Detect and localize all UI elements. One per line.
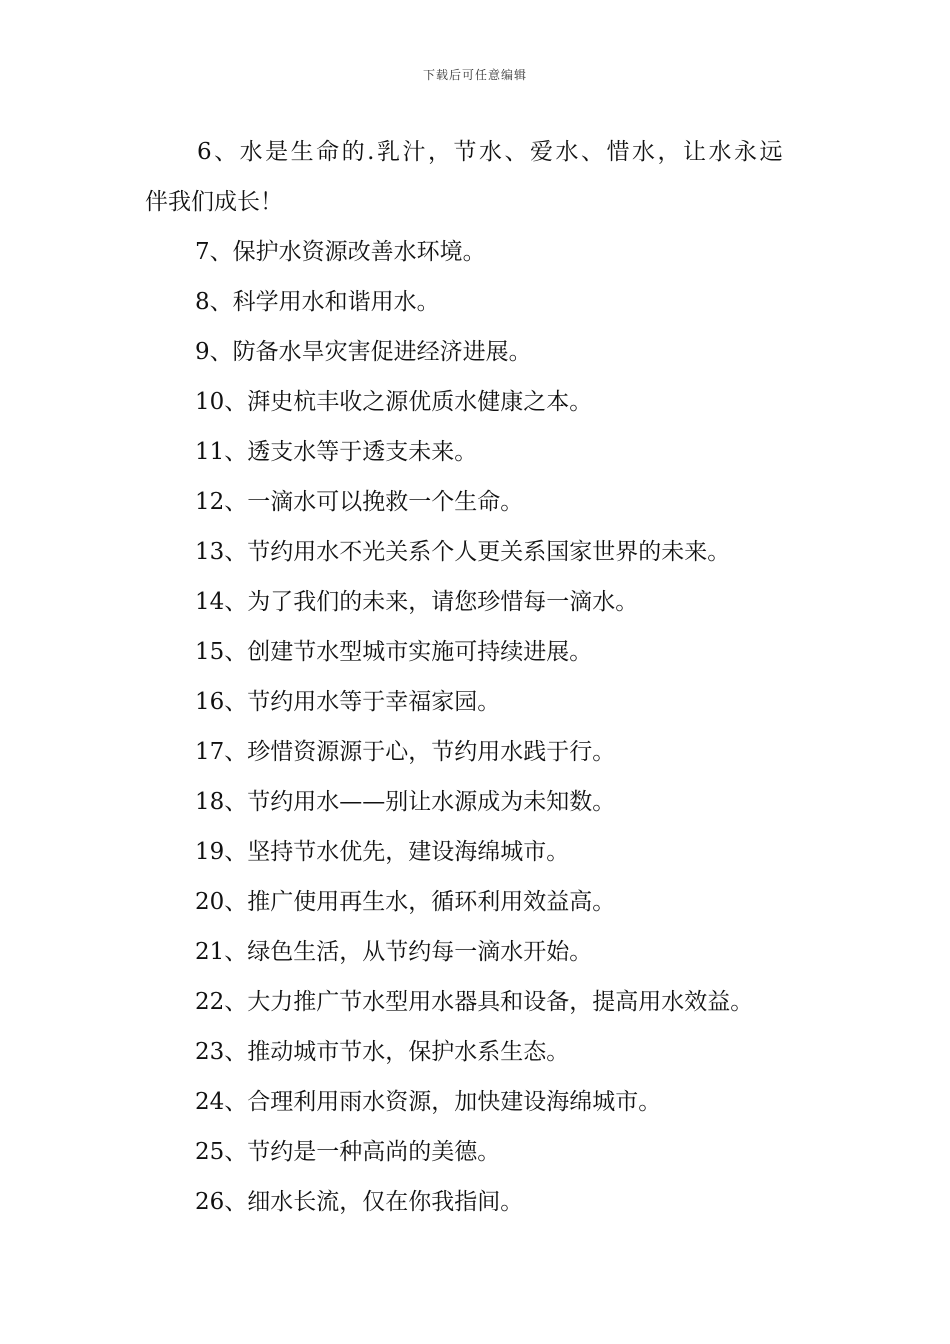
list-item: 25、节约是一种高尚的美德。	[195, 1139, 501, 1165]
list-item-continuation: 伴我们成长！	[145, 189, 283, 215]
list-item: 21、绿色生活，从节约每一滴水开始。	[195, 939, 593, 965]
list-item: 18、节约用水——别让水源成为未知数。	[195, 789, 616, 815]
document-body	[145, 127, 810, 1227]
list-item: 24、合理利用雨水资源，加快建设海绵城市。	[195, 1089, 662, 1115]
list-item: 20、推广使用再生水，循环利用效益高。	[195, 889, 616, 915]
list-item: 14、为了我们的未来，请您珍惜每一滴水。	[195, 589, 639, 615]
list-item: 23、推动城市节水，保护水系生态。	[195, 1039, 570, 1065]
list-item: 17、珍惜资源源于心，节约用水践于行。	[195, 739, 616, 765]
list-item: 12、一滴水可以挽救一个生命。	[195, 489, 524, 515]
list-item: 10、湃史杭丰收之源优质水健康之本。	[195, 389, 593, 415]
list-item: 9、防备水旱灾害促进经济进展。	[195, 339, 532, 365]
page-header: 下载后可任意编辑	[422, 68, 527, 82]
list-item: 13、节约用水不光关系个人更关系国家世界的未来。	[195, 539, 731, 565]
list-item: 15、创建节水型城市实施可持续进展。	[195, 639, 593, 665]
list-item: 26、细水长流，仅在你我指间。	[195, 1189, 524, 1215]
list-item: 8、科学用水和谐用水。	[195, 289, 440, 315]
list-item: 22、大力推广节水型用水器具和设备，提高用水效益。	[195, 989, 754, 1015]
list-item: 6、水是生命的.乳汁，节水、爱水、惜水，让水永远	[197, 139, 785, 165]
list-item: 11、透支水等于透支未来。	[195, 439, 478, 465]
list-item: 16、节约用水等于幸福家园。	[195, 689, 501, 715]
list-item: 7、保护水资源改善水环境。	[195, 239, 486, 265]
list-item: 19、坚持节水优先，建设海绵城市。	[195, 839, 570, 865]
